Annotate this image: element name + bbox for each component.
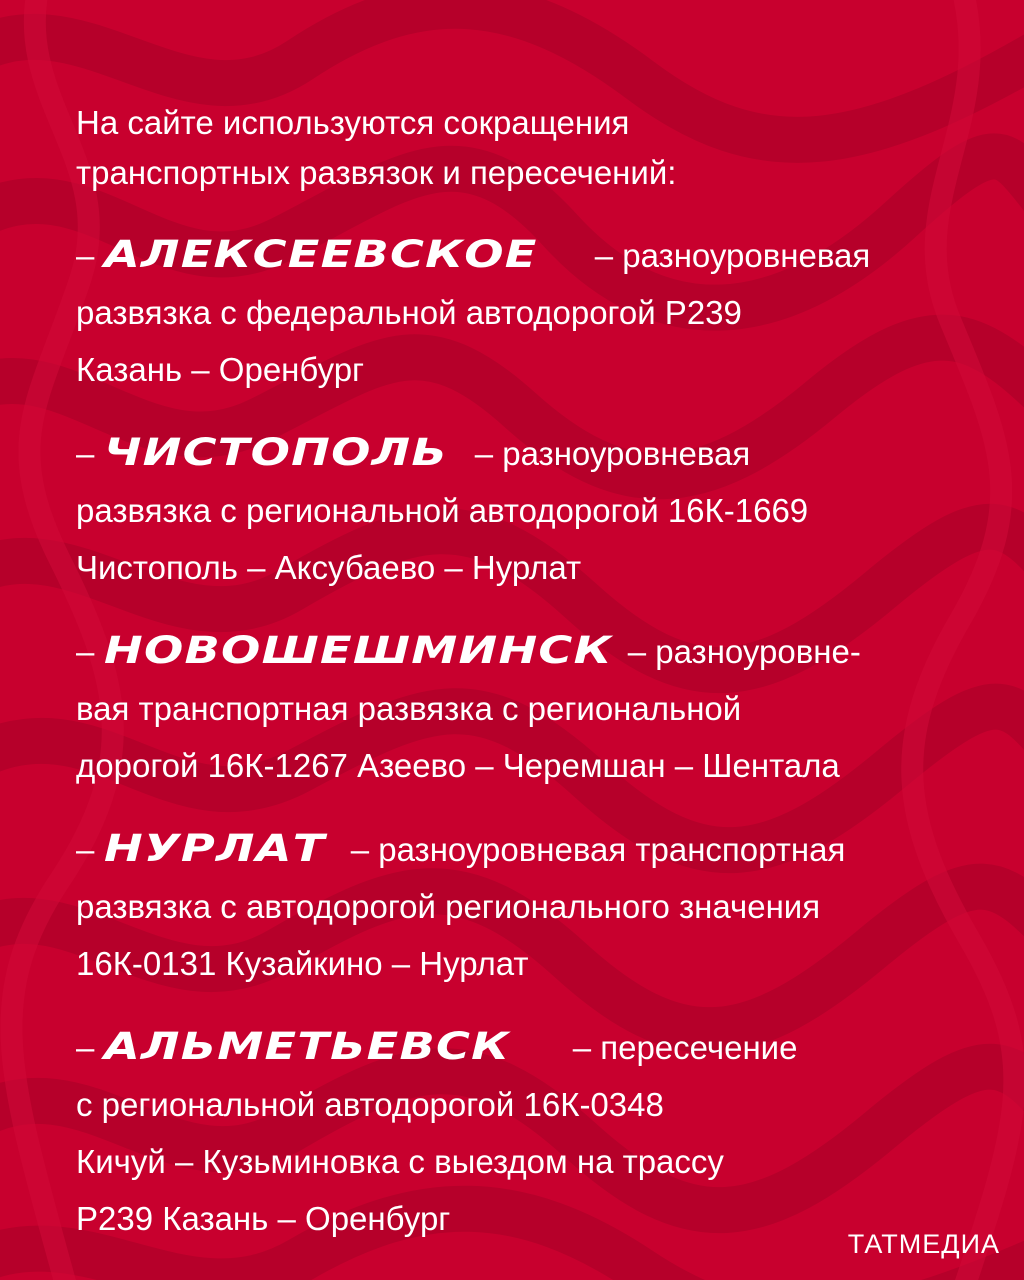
entry-description-start: – разноуровневая bbox=[594, 237, 871, 274]
entry-line-1 bbox=[76, 820, 976, 878]
intro-text bbox=[76, 98, 976, 198]
entry-line-3: дорогой 16К-1267 Азеево – Черемшан – Шентала bbox=[76, 747, 840, 784]
entry-dash: – bbox=[76, 831, 95, 868]
entry-alekseevskoe bbox=[76, 226, 976, 398]
entry-line-1 bbox=[76, 1018, 976, 1076]
entry-dash: – bbox=[76, 237, 95, 274]
intro-line-1: На сайте используются сокращения bbox=[76, 104, 630, 141]
entry-description-start: – пересечение bbox=[572, 1029, 798, 1066]
entry-chistopol bbox=[76, 424, 976, 596]
entry-description-start: – разноуровне- bbox=[627, 633, 861, 670]
entry-nurlat bbox=[76, 820, 976, 992]
entry-line-4: Р239 Казань – Оренбург bbox=[76, 1200, 451, 1237]
entry-line-3: 16К-0131 Кузайкино – Нурлат bbox=[76, 945, 529, 982]
entry-line-3: Кичуй – Кузьминовка с выездом на трассу bbox=[76, 1143, 724, 1180]
entry-name: ЧИСТОПОЛЬ bbox=[103, 431, 448, 474]
entry-line-1 bbox=[76, 622, 976, 680]
intro-line-2: транспортных развязок и пересечений: bbox=[76, 154, 677, 191]
main-content bbox=[76, 98, 976, 1273]
entry-line-3: Чистополь – Аксубаево – Нурлат bbox=[76, 549, 582, 586]
entry-description-start: – разноуровневая транспортная bbox=[350, 831, 846, 868]
entry-line-2: вая транспортная развязка с региональной bbox=[76, 690, 742, 727]
entry-line-2: развязка с федеральной автодорогой Р239 bbox=[76, 294, 742, 331]
entry-name: АЛЬМЕТЬЕВСК bbox=[103, 1025, 510, 1068]
tatmedia-logo: ТАТМЕДИА bbox=[847, 1229, 1000, 1259]
entry-dash: – bbox=[76, 1029, 95, 1066]
entry-line-2: развязка с региональной автодорогой 16К-1669 bbox=[76, 492, 809, 529]
entry-name: АЛЕКСЕЕВСКОЕ bbox=[103, 233, 538, 276]
entry-line-3: Казань – Оренбург bbox=[76, 351, 365, 388]
entry-line-1 bbox=[76, 424, 976, 482]
entry-dash: – bbox=[76, 633, 95, 670]
entry-line-1 bbox=[76, 226, 976, 284]
entry-line-2: с региональной автодорогой 16К-0348 bbox=[76, 1086, 664, 1123]
entry-novosheshminsk bbox=[76, 622, 976, 794]
entry-name: НУРЛАТ bbox=[103, 827, 326, 870]
entry-dash: – bbox=[76, 435, 95, 472]
entry-almetyevsk bbox=[76, 1018, 976, 1247]
entry-name: НОВОШЕШМИНСК bbox=[103, 629, 613, 672]
entry-line-2: развязка с автодорогой регионального значения bbox=[76, 888, 821, 925]
entry-description-start: – разноуровневая bbox=[474, 435, 751, 472]
